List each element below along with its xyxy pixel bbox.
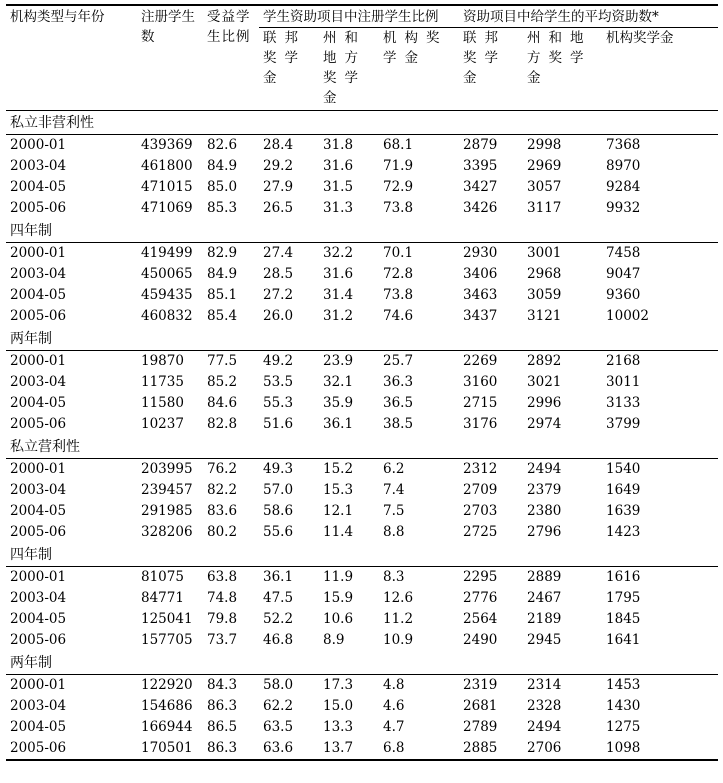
header-type-year: 机构类型与年份 bbox=[6, 5, 137, 111]
cell-enrollment: 471069 bbox=[141, 200, 193, 216]
cell-enrollment: 122920 bbox=[141, 677, 193, 693]
table-row bbox=[6, 696, 718, 717]
section-label: 私立营利性 bbox=[6, 435, 718, 459]
cell-federal-ratio: 27.4 bbox=[263, 245, 294, 261]
cell-state-avg: 2494 bbox=[527, 719, 562, 735]
table-row bbox=[6, 135, 718, 157]
cell-state-avg: 3121 bbox=[527, 308, 562, 324]
student-aid-table bbox=[6, 4, 718, 761]
section-label: 两年制 bbox=[6, 327, 718, 351]
cell-aided-ratio: 85.4 bbox=[207, 308, 238, 324]
cell-federal-avg: 2269 bbox=[463, 353, 498, 369]
table-row bbox=[6, 393, 718, 414]
cell-institutional-avg: 1641 bbox=[606, 632, 641, 648]
table-header bbox=[6, 5, 718, 111]
cell-institutional-avg: 7368 bbox=[606, 137, 641, 153]
header-group-enrolled-ratio: 学生资助项目中注册学生比例 bbox=[259, 5, 459, 28]
cell-federal-ratio: 52.2 bbox=[263, 611, 294, 627]
cell-institutional-avg: 9284 bbox=[606, 179, 641, 195]
section-label: 四年制 bbox=[6, 219, 718, 243]
cell-aided-ratio: 82.2 bbox=[207, 482, 238, 498]
cell-federal-ratio: 58.0 bbox=[263, 677, 294, 693]
cell-federal-ratio: 62.2 bbox=[263, 698, 294, 714]
cell-state-ratio: 13.7 bbox=[319, 738, 379, 760]
section-row bbox=[6, 219, 718, 243]
cell-federal-ratio: 57.0 bbox=[263, 482, 294, 498]
cell-institutional-avg: 9932 bbox=[606, 200, 641, 216]
cell-federal-avg: 2885 bbox=[459, 738, 523, 760]
cell-institutional-ratio: 6.2 bbox=[383, 461, 405, 477]
cell-year: 2000-01 bbox=[10, 461, 67, 477]
cell-enrollment: 157705 bbox=[141, 632, 193, 648]
cell-enrollment: 450065 bbox=[141, 266, 193, 282]
section-row bbox=[6, 651, 718, 675]
cell-aided-ratio: 76.2 bbox=[207, 461, 238, 477]
cell-federal-avg: 2564 bbox=[463, 611, 498, 627]
cell-enrollment: 328206 bbox=[141, 524, 193, 540]
table-row bbox=[6, 156, 718, 177]
cell-institutional-avg: 8970 bbox=[606, 158, 641, 174]
section-row bbox=[6, 327, 718, 351]
header-group-avg-aid: 资助项目中给学生的平均资助数* bbox=[459, 5, 718, 28]
cell-federal-avg: 2725 bbox=[463, 524, 498, 540]
cell-state-avg: 2494 bbox=[527, 461, 562, 477]
cell-aided-ratio: 63.8 bbox=[207, 569, 238, 585]
cell-state-avg: 2796 bbox=[527, 524, 562, 540]
cell-federal-avg: 3427 bbox=[463, 179, 498, 195]
cell-institutional-avg: 1540 bbox=[606, 461, 641, 477]
cell-state-avg: 2945 bbox=[527, 632, 562, 648]
cell-state-ratio: 10.6 bbox=[323, 611, 354, 627]
cell-state-avg: 2314 bbox=[527, 677, 562, 693]
table-row bbox=[6, 588, 718, 609]
section-label: 两年制 bbox=[6, 651, 718, 675]
cell-aided-ratio: 86.3 bbox=[207, 698, 238, 714]
cell-aided-ratio: 74.8 bbox=[207, 590, 238, 606]
cell-aided-ratio: 73.7 bbox=[207, 632, 238, 648]
cell-enrollment: 291985 bbox=[141, 503, 193, 519]
cell-year: 2003-04 bbox=[10, 266, 67, 282]
header-aided-ratio: 受益学生比例 bbox=[203, 5, 259, 111]
cell-year: 2004-05 bbox=[10, 719, 67, 735]
cell-aided-ratio: 85.1 bbox=[207, 287, 238, 303]
cell-institutional-ratio: 4.6 bbox=[383, 698, 405, 714]
table-body bbox=[6, 111, 718, 761]
cell-state-ratio: 23.9 bbox=[323, 353, 354, 369]
cell-year: 2004-05 bbox=[10, 395, 67, 411]
table-row bbox=[6, 609, 718, 630]
cell-state-avg: 2998 bbox=[527, 137, 562, 153]
table-row bbox=[6, 675, 718, 697]
cell-aided-ratio: 79.8 bbox=[207, 611, 238, 627]
cell-aided-ratio: 77.5 bbox=[207, 353, 238, 369]
cell-state-avg: 2996 bbox=[527, 395, 562, 411]
section-row bbox=[6, 543, 718, 567]
cell-state-ratio: 32.1 bbox=[323, 374, 354, 390]
cell-institutional-avg: 1430 bbox=[606, 698, 641, 714]
cell-federal-ratio: 51.6 bbox=[263, 416, 294, 432]
cell-federal-avg: 3406 bbox=[463, 266, 498, 282]
table-row bbox=[6, 306, 718, 327]
cell-enrollment: 19870 bbox=[141, 353, 184, 369]
cell-institutional-avg: 1845 bbox=[606, 611, 641, 627]
table-row bbox=[6, 567, 718, 589]
cell-institutional-avg: 2168 bbox=[606, 353, 641, 369]
cell-federal-ratio: 49.2 bbox=[263, 353, 294, 369]
cell-institutional-ratio: 38.5 bbox=[383, 416, 414, 432]
cell-federal-avg: 3426 bbox=[463, 200, 498, 216]
header-state-local-scholarship: 州和地方奖学金 bbox=[319, 28, 379, 111]
header-enrollment: 注册学生数 bbox=[137, 5, 203, 111]
cell-federal-ratio: 63.6 bbox=[259, 738, 319, 760]
cell-state-avg: 2189 bbox=[527, 611, 562, 627]
cell-enrollment: 81075 bbox=[141, 569, 184, 585]
cell-aided-ratio: 84.9 bbox=[207, 158, 238, 174]
cell-state-ratio: 15.2 bbox=[323, 461, 354, 477]
cell-federal-ratio: 27.2 bbox=[263, 287, 294, 303]
cell-year: 2005-06 bbox=[10, 632, 67, 648]
cell-year: 2004-05 bbox=[10, 503, 67, 519]
cell-aided-ratio: 86.3 bbox=[203, 738, 259, 760]
cell-year: 2005-06 bbox=[6, 738, 137, 760]
cell-year: 2000-01 bbox=[10, 137, 67, 153]
cell-federal-ratio: 27.9 bbox=[263, 179, 294, 195]
cell-federal-avg: 2295 bbox=[463, 569, 498, 585]
cell-institutional-ratio: 10.9 bbox=[383, 632, 414, 648]
cell-federal-avg: 3160 bbox=[463, 374, 498, 390]
cell-aided-ratio: 84.3 bbox=[207, 677, 238, 693]
cell-federal-ratio: 28.4 bbox=[263, 137, 294, 153]
cell-year: 2005-06 bbox=[10, 524, 67, 540]
table-row bbox=[6, 285, 718, 306]
cell-enrollment: 459435 bbox=[141, 287, 193, 303]
cell-year: 2000-01 bbox=[10, 245, 67, 261]
cell-institutional-avg: 3133 bbox=[606, 395, 641, 411]
cell-federal-ratio: 26.0 bbox=[263, 308, 294, 324]
cell-institutional-avg: 3011 bbox=[606, 374, 641, 390]
cell-federal-avg: 3176 bbox=[463, 416, 498, 432]
cell-institutional-avg: 3799 bbox=[606, 416, 641, 432]
cell-aided-ratio: 83.6 bbox=[207, 503, 238, 519]
cell-federal-ratio: 55.6 bbox=[263, 524, 294, 540]
cell-federal-avg: 2930 bbox=[463, 245, 498, 261]
cell-year: 2004-05 bbox=[10, 179, 67, 195]
cell-institutional-ratio: 4.8 bbox=[383, 677, 405, 693]
table-row bbox=[6, 501, 718, 522]
cell-federal-avg: 3395 bbox=[463, 158, 498, 174]
cell-aided-ratio: 82.6 bbox=[207, 137, 238, 153]
header-federal-scholarship-avg: 联邦奖学金 bbox=[459, 28, 523, 111]
cell-institutional-avg: 9047 bbox=[606, 266, 641, 282]
cell-state-avg: 2379 bbox=[527, 482, 562, 498]
cell-federal-avg: 2709 bbox=[463, 482, 498, 498]
table-row bbox=[6, 177, 718, 198]
cell-institutional-ratio: 71.9 bbox=[383, 158, 414, 174]
cell-year: 2000-01 bbox=[10, 677, 67, 693]
cell-state-ratio: 12.1 bbox=[323, 503, 354, 519]
cell-institutional-avg: 1098 bbox=[602, 738, 718, 760]
cell-aided-ratio: 82.9 bbox=[207, 245, 238, 261]
cell-institutional-avg: 1453 bbox=[606, 677, 641, 693]
table-row bbox=[6, 717, 718, 738]
cell-state-ratio: 36.1 bbox=[323, 416, 354, 432]
table-row bbox=[6, 198, 718, 219]
cell-aided-ratio: 85.2 bbox=[207, 374, 238, 390]
cell-enrollment: 166944 bbox=[141, 719, 193, 735]
cell-enrollment: 10237 bbox=[141, 416, 184, 432]
cell-enrollment: 11735 bbox=[141, 374, 184, 390]
cell-state-ratio: 11.4 bbox=[323, 524, 354, 540]
cell-federal-ratio: 55.3 bbox=[263, 395, 294, 411]
cell-aided-ratio: 84.6 bbox=[207, 395, 238, 411]
cell-state-avg: 3059 bbox=[527, 287, 562, 303]
cell-state-ratio: 31.2 bbox=[323, 308, 354, 324]
section-label: 四年制 bbox=[6, 543, 718, 567]
cell-state-avg: 2889 bbox=[527, 569, 562, 585]
cell-year: 2005-06 bbox=[10, 200, 67, 216]
cell-federal-avg: 2681 bbox=[463, 698, 498, 714]
cell-institutional-avg: 1275 bbox=[606, 719, 641, 735]
cell-federal-avg: 2490 bbox=[463, 632, 498, 648]
cell-state-ratio: 15.9 bbox=[323, 590, 354, 606]
cell-institutional-ratio: 11.2 bbox=[383, 611, 414, 627]
cell-federal-avg: 2312 bbox=[463, 461, 498, 477]
cell-federal-ratio: 47.5 bbox=[263, 590, 294, 606]
table-row bbox=[6, 351, 718, 373]
cell-institutional-avg: 1423 bbox=[606, 524, 641, 540]
cell-year: 2004-05 bbox=[10, 611, 67, 627]
table-row bbox=[6, 264, 718, 285]
cell-institutional-ratio: 4.7 bbox=[383, 719, 405, 735]
cell-institutional-ratio: 72.9 bbox=[383, 179, 414, 195]
cell-year: 2003-04 bbox=[10, 158, 67, 174]
cell-state-ratio: 11.9 bbox=[323, 569, 354, 585]
cell-year: 2003-04 bbox=[10, 590, 67, 606]
cell-enrollment: 461800 bbox=[141, 158, 193, 174]
cell-state-ratio: 15.3 bbox=[323, 482, 354, 498]
cell-institutional-avg: 10002 bbox=[606, 308, 649, 324]
cell-aided-ratio: 80.2 bbox=[207, 524, 238, 540]
cell-state-avg: 2968 bbox=[527, 266, 562, 282]
cell-state-avg: 3021 bbox=[527, 374, 562, 390]
cell-enrollment: 154686 bbox=[141, 698, 193, 714]
cell-enrollment: 11580 bbox=[141, 395, 184, 411]
table-row bbox=[6, 243, 718, 265]
cell-institutional-ratio: 36.5 bbox=[383, 395, 414, 411]
cell-enrollment: 439369 bbox=[141, 137, 193, 153]
cell-state-avg: 2974 bbox=[527, 416, 562, 432]
cell-state-ratio: 31.6 bbox=[323, 266, 354, 282]
cell-institutional-ratio: 68.1 bbox=[383, 137, 414, 153]
cell-institutional-ratio: 36.3 bbox=[383, 374, 414, 390]
cell-state-avg: 2467 bbox=[527, 590, 562, 606]
cell-federal-avg: 2776 bbox=[463, 590, 498, 606]
cell-aided-ratio: 82.8 bbox=[207, 416, 238, 432]
cell-state-ratio: 31.6 bbox=[323, 158, 354, 174]
cell-state-ratio: 31.5 bbox=[323, 179, 354, 195]
table-row bbox=[6, 630, 718, 651]
cell-federal-avg: 3437 bbox=[463, 308, 498, 324]
cell-year: 2004-05 bbox=[10, 287, 67, 303]
cell-aided-ratio: 85.3 bbox=[207, 200, 238, 216]
cell-state-ratio: 31.8 bbox=[323, 137, 354, 153]
cell-federal-ratio: 49.3 bbox=[263, 461, 294, 477]
header-state-local-scholarship-avg: 州和地方奖学金 bbox=[523, 28, 602, 111]
cell-enrollment: 84771 bbox=[141, 590, 184, 606]
cell-state-avg: 2380 bbox=[527, 503, 562, 519]
cell-year: 2000-01 bbox=[10, 569, 67, 585]
cell-enrollment: 170501 bbox=[137, 738, 203, 760]
cell-state-ratio: 35.9 bbox=[323, 395, 354, 411]
cell-state-avg: 3001 bbox=[527, 245, 562, 261]
cell-federal-ratio: 26.5 bbox=[263, 200, 294, 216]
cell-state-avg: 2706 bbox=[523, 738, 602, 760]
cell-institutional-ratio: 72.8 bbox=[383, 266, 414, 282]
cell-enrollment: 460832 bbox=[141, 308, 193, 324]
cell-enrollment: 471015 bbox=[141, 179, 193, 195]
cell-year: 2005-06 bbox=[10, 308, 67, 324]
cell-federal-ratio: 46.8 bbox=[263, 632, 294, 648]
cell-year: 2003-04 bbox=[10, 698, 67, 714]
cell-federal-ratio: 36.1 bbox=[263, 569, 294, 585]
cell-institutional-ratio: 7.4 bbox=[383, 482, 405, 498]
cell-state-avg: 2328 bbox=[527, 698, 562, 714]
cell-institutional-ratio: 7.5 bbox=[383, 503, 405, 519]
section-label: 私立非营利性 bbox=[6, 111, 718, 135]
cell-institutional-ratio: 6.8 bbox=[379, 738, 459, 760]
table-row bbox=[6, 459, 718, 481]
cell-state-ratio: 32.2 bbox=[323, 245, 354, 261]
table-row bbox=[6, 372, 718, 393]
cell-state-ratio: 31.4 bbox=[323, 287, 354, 303]
cell-state-avg: 2969 bbox=[527, 158, 562, 174]
cell-state-ratio: 15.0 bbox=[323, 698, 354, 714]
table-row bbox=[6, 738, 718, 760]
cell-federal-avg: 2789 bbox=[463, 719, 498, 735]
cell-institutional-avg: 1639 bbox=[606, 503, 641, 519]
cell-enrollment: 419499 bbox=[141, 245, 193, 261]
cell-enrollment: 203995 bbox=[141, 461, 193, 477]
cell-state-avg: 3117 bbox=[527, 200, 562, 216]
cell-state-ratio: 8.9 bbox=[323, 632, 345, 648]
cell-enrollment: 125041 bbox=[141, 611, 193, 627]
header-federal-scholarship: 联邦奖学金 bbox=[259, 28, 319, 111]
cell-federal-avg: 3463 bbox=[463, 287, 498, 303]
cell-enrollment: 239457 bbox=[141, 482, 193, 498]
cell-institutional-ratio: 8.3 bbox=[383, 569, 405, 585]
cell-federal-avg: 2879 bbox=[463, 137, 498, 153]
cell-federal-avg: 2319 bbox=[463, 677, 498, 693]
cell-institutional-ratio: 73.8 bbox=[383, 200, 414, 216]
cell-institutional-avg: 7458 bbox=[606, 245, 641, 261]
header-institutional-scholarship-avg: 机构奖学金 bbox=[602, 28, 718, 111]
table-row bbox=[6, 522, 718, 543]
cell-year: 2005-06 bbox=[10, 416, 67, 432]
cell-year: 2000-01 bbox=[10, 353, 67, 369]
table-row bbox=[6, 480, 718, 501]
cell-state-avg: 3057 bbox=[527, 179, 562, 195]
cell-federal-ratio: 28.5 bbox=[263, 266, 294, 282]
cell-state-avg: 2892 bbox=[527, 353, 562, 369]
cell-year: 2003-04 bbox=[10, 482, 67, 498]
section-row bbox=[6, 111, 718, 135]
cell-institutional-ratio: 74.6 bbox=[383, 308, 414, 324]
cell-year: 2003-04 bbox=[10, 374, 67, 390]
cell-state-ratio: 13.3 bbox=[323, 719, 354, 735]
cell-federal-avg: 2715 bbox=[463, 395, 498, 411]
cell-state-ratio: 31.3 bbox=[323, 200, 354, 216]
cell-aided-ratio: 84.9 bbox=[207, 266, 238, 282]
table-row bbox=[6, 414, 718, 435]
cell-institutional-ratio: 12.6 bbox=[383, 590, 414, 606]
cell-institutional-avg: 1649 bbox=[606, 482, 641, 498]
cell-institutional-ratio: 70.1 bbox=[383, 245, 414, 261]
cell-federal-avg: 2703 bbox=[463, 503, 498, 519]
header-institutional-scholarship: 机构奖学金 bbox=[379, 28, 459, 111]
cell-aided-ratio: 86.5 bbox=[207, 719, 238, 735]
cell-federal-ratio: 29.2 bbox=[263, 158, 294, 174]
cell-institutional-avg: 1616 bbox=[606, 569, 641, 585]
cell-federal-ratio: 63.5 bbox=[263, 719, 294, 735]
cell-federal-ratio: 53.5 bbox=[263, 374, 294, 390]
section-row bbox=[6, 435, 718, 459]
cell-institutional-avg: 9360 bbox=[606, 287, 641, 303]
cell-aided-ratio: 85.0 bbox=[207, 179, 238, 195]
cell-institutional-ratio: 8.8 bbox=[383, 524, 405, 540]
cell-institutional-ratio: 73.8 bbox=[383, 287, 414, 303]
cell-state-ratio: 17.3 bbox=[323, 677, 354, 693]
cell-institutional-avg: 1795 bbox=[606, 590, 641, 606]
cell-federal-ratio: 58.6 bbox=[263, 503, 294, 519]
cell-institutional-ratio: 25.7 bbox=[383, 353, 414, 369]
